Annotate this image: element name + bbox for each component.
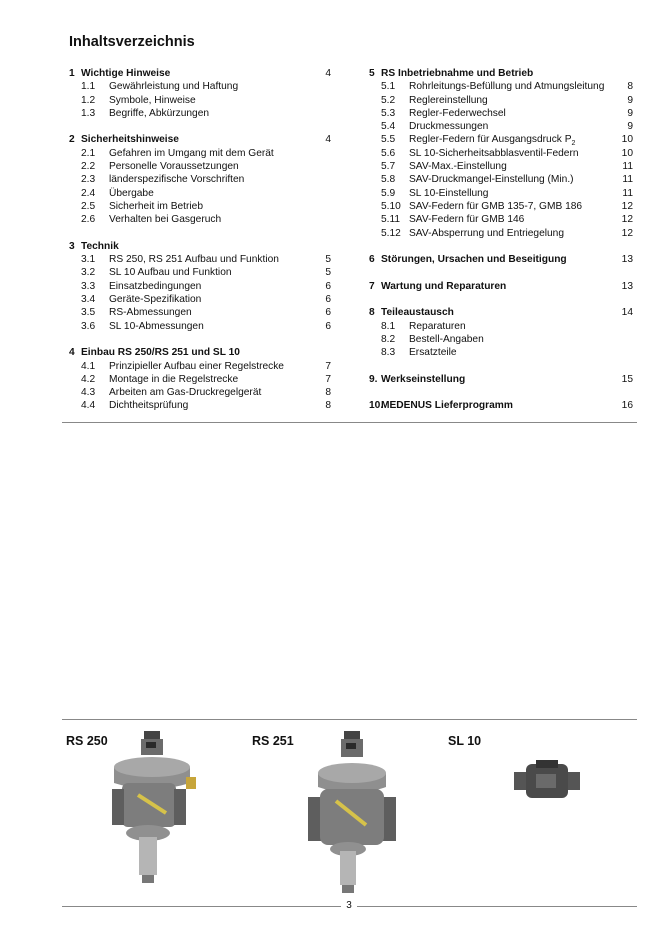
toc-entry-label: Störungen, Ursachen und Beseitigung xyxy=(381,254,567,266)
toc-entry-label: Geräte-Spezifikation xyxy=(109,294,202,306)
toc-entry-label: RS-Abmessungen xyxy=(109,307,192,319)
toc-section-entry[interactable] xyxy=(69,133,331,146)
product-label-rs250: RS 250 xyxy=(66,734,108,748)
toc-entry-number: 2 xyxy=(69,134,75,146)
toc-entry-number: 2.2 xyxy=(81,161,96,173)
toc-subsection-entry[interactable] xyxy=(369,94,633,107)
toc-entry-number: 1.2 xyxy=(81,94,96,106)
toc-entry-page: 8 xyxy=(325,387,331,399)
toc-entry-label: Gefahren im Umgang mit dem Gerät xyxy=(109,147,274,159)
toc-spacer xyxy=(69,120,331,133)
toc-spacer xyxy=(369,266,633,279)
toc-subsection-entry[interactable] xyxy=(69,266,331,279)
toc-entry-label: Übergabe xyxy=(109,187,154,199)
toc-entry-label: Montage in die Regelstrecke xyxy=(109,373,239,385)
toc-entry-page: 10 xyxy=(621,134,633,146)
toc-section-entry[interactable] xyxy=(69,346,331,359)
toc-entry-number: 2.3 xyxy=(81,174,96,186)
toc-section-entry[interactable] xyxy=(69,240,331,253)
toc-entry-page: 12 xyxy=(621,200,633,212)
toc-entry-label: Einbau RS 250/RS 251 und SL 10 xyxy=(81,347,240,359)
toc-entry-number: 5.6 xyxy=(381,147,396,159)
toc-entry-page: 6 xyxy=(325,280,331,292)
toc-entry-label: Sicherheit im Betrieb xyxy=(109,200,203,212)
toc-left-column xyxy=(69,67,331,413)
toc-subsection-entry[interactable] xyxy=(69,399,331,412)
sl10-valve-image xyxy=(512,758,582,806)
toc-entry-label: Regler-Federn für Ausgangsdruck P xyxy=(409,134,572,146)
toc-entry-label: Regler-Federwechsel xyxy=(409,107,506,119)
toc-entry-number: 3 xyxy=(69,240,75,252)
toc-entry-label: Dichtheitsprüfung xyxy=(109,400,189,412)
toc-entry-number: 4.2 xyxy=(81,373,96,385)
toc-entry-subscript: 2 xyxy=(571,140,576,148)
toc-entry-label: Ersatzteile xyxy=(409,347,457,359)
toc-subsection-entry[interactable] xyxy=(69,173,331,186)
toc-entry-page: 11 xyxy=(622,187,633,199)
toc-entry-page: 11 xyxy=(622,174,633,186)
toc-entry-label: RS Inbetriebnahme und Betrieb xyxy=(381,68,534,79)
toc-subsection-entry[interactable] xyxy=(369,173,633,186)
toc-entry-page: 5 xyxy=(325,254,331,266)
toc-subsection-entry[interactable] xyxy=(69,320,331,333)
toc-subsection-entry[interactable] xyxy=(69,293,331,306)
toc-entry-label: Symbole, Hinweise xyxy=(109,94,196,106)
toc-entry-page: 7 xyxy=(325,360,331,372)
toc-subsection-entry[interactable] xyxy=(369,80,633,93)
toc-entry-page: 8 xyxy=(627,81,633,93)
toc-subsection-entry[interactable] xyxy=(69,94,331,107)
toc-entry-number: 5.3 xyxy=(381,107,396,119)
product-label-sl10: SL 10 xyxy=(448,734,482,748)
toc-entry-number: 1.3 xyxy=(81,107,96,119)
toc-entry-number: 2.4 xyxy=(81,187,96,199)
toc-section-entry[interactable] xyxy=(369,399,633,412)
toc-entry-label: SAV-Absperrung und Entriegelung xyxy=(409,227,564,239)
toc-entry-number: 3.6 xyxy=(81,320,96,332)
toc-subsection-entry[interactable] xyxy=(369,160,633,173)
toc-bottom-rule xyxy=(62,422,637,423)
toc-entry-page: 5 xyxy=(325,267,331,279)
toc-entry-number: 5 xyxy=(369,68,375,79)
toc-entry-number: 5.10 xyxy=(381,200,401,212)
toc-subsection-entry[interactable] xyxy=(369,200,633,213)
toc-entry-label: Bestell-Angaben xyxy=(409,333,484,345)
toc-entry-label: SL 10 Aufbau und Funktion xyxy=(109,267,232,279)
toc-entry-label: Sicherheitshinweise xyxy=(81,134,179,146)
toc-entry-number: 6 xyxy=(369,254,375,266)
toc-entry-number: 2.5 xyxy=(81,200,96,212)
toc-entry-label: Druckmessungen xyxy=(409,121,489,133)
toc-entry-label: Begriffe, Abkürzungen xyxy=(109,107,210,119)
page-title: Inhaltsverzeichnis xyxy=(69,34,195,50)
toc-entry-page: 13 xyxy=(621,254,633,266)
toc-spacer xyxy=(369,293,633,306)
toc-entry-number: 5.4 xyxy=(381,121,396,133)
toc-entry-label: Prinzipieller Aufbau einer Regelstrecke xyxy=(109,360,284,372)
toc-subsection-entry[interactable] xyxy=(69,280,331,293)
toc-subsection-entry[interactable] xyxy=(369,333,633,346)
toc-entry-number: 2.6 xyxy=(81,214,96,226)
toc-entry-label: Arbeiten am Gas-Druckregelgerät xyxy=(109,387,262,399)
toc-entry-page: 12 xyxy=(621,214,633,226)
toc-entry-label: Werkseinstellung xyxy=(381,373,466,385)
toc-entry-label: SL 10-Abmessungen xyxy=(109,320,204,332)
toc-section-entry[interactable] xyxy=(369,67,633,80)
toc-entry-number: 8.1 xyxy=(381,320,396,332)
toc-subsection-entry[interactable] xyxy=(369,107,633,120)
toc-subsection-entry[interactable] xyxy=(369,320,633,333)
toc-entry-label: Technik xyxy=(81,240,119,252)
toc-subsection-entry[interactable] xyxy=(69,360,331,373)
toc-entry-label: Reparaturen xyxy=(409,320,466,332)
toc-entry-label: Reglereinstellung xyxy=(409,94,488,106)
page-number: 3 xyxy=(341,900,357,911)
toc-entry-number: 5.9 xyxy=(381,187,396,199)
toc-entry-number: 3.3 xyxy=(81,280,96,292)
toc-entry-page: 10 xyxy=(621,147,633,159)
toc-entry-number: 3.4 xyxy=(81,294,96,306)
rs251-regulator-image xyxy=(300,725,400,897)
toc-entry-label: SL 10-Sicherheitsabblasventil-Federn xyxy=(409,147,579,159)
toc-section-entry[interactable] xyxy=(369,280,633,293)
products-top-rule xyxy=(62,719,637,720)
toc-subsection-entry[interactable] xyxy=(369,120,633,133)
toc-entry-number: 3.5 xyxy=(81,307,96,319)
toc-entry-number: 4.3 xyxy=(81,387,96,399)
toc-entry-page: 8 xyxy=(325,400,331,412)
toc-entry-number: 8.3 xyxy=(381,347,396,359)
toc-entry-label: Wichtige Hinweise xyxy=(81,68,171,79)
toc-spacer xyxy=(369,240,633,253)
toc-entry-number: 10. xyxy=(369,400,384,412)
toc-entry-label: SAV-Max.-Einstellung xyxy=(409,161,507,173)
toc-subsection-entry[interactable] xyxy=(69,187,331,200)
toc-entry-number: 4.1 xyxy=(81,360,96,372)
toc-entry-number: 3.1 xyxy=(81,254,96,266)
toc-entry-number: 3.2 xyxy=(81,267,96,279)
toc-subsection-entry[interactable] xyxy=(369,227,633,240)
toc-entry-page: 4 xyxy=(325,68,331,79)
toc-entry-page: 6 xyxy=(325,320,331,332)
toc-subsection-entry[interactable] xyxy=(69,253,331,266)
toc-subsection-entry[interactable] xyxy=(369,133,633,146)
toc-entry-page: 15 xyxy=(621,373,633,385)
toc-entry-label: SAV-Federn für GMB 135-7, GMB 186 xyxy=(409,200,583,212)
toc-entry-number: 2.1 xyxy=(81,147,96,159)
product-label-rs251: RS 251 xyxy=(252,734,294,748)
toc-entry-label: Personelle Voraussetzungen xyxy=(109,161,239,173)
toc-entry-number: 5.5 xyxy=(381,134,396,146)
toc-subsection-entry[interactable] xyxy=(69,160,331,173)
toc-entry-label: Teileaustausch xyxy=(381,307,454,319)
toc-section-entry[interactable] xyxy=(69,67,331,80)
toc-entry-number: 4.4 xyxy=(81,400,96,412)
toc-subsection-entry[interactable] xyxy=(69,213,331,226)
toc-entry-number: 5.8 xyxy=(381,174,396,186)
toc-subsection-entry[interactable] xyxy=(369,346,633,359)
toc-entry-page: 9 xyxy=(627,107,633,119)
toc-subsection-entry[interactable] xyxy=(69,386,331,399)
toc-entry-label: Rohrleitungs-Befüllung und Atmungsleitung xyxy=(409,81,605,93)
toc-spacer xyxy=(69,227,331,240)
toc-right-column xyxy=(369,67,633,413)
toc-entry-page: 12 xyxy=(621,227,633,239)
toc-entry-page: 6 xyxy=(325,307,331,319)
toc-spacer xyxy=(69,333,331,346)
toc-subsection-entry[interactable] xyxy=(369,187,633,200)
toc-entry-label: Verhalten bei Gasgeruch xyxy=(109,214,222,226)
toc-subsection-entry[interactable] xyxy=(69,107,331,120)
toc-entry-label: Einsatzbedingungen xyxy=(109,280,202,292)
toc-entry-label: SAV-Druckmangel-Einstellung (Min.) xyxy=(409,174,574,186)
toc-entry-number: 1 xyxy=(69,68,75,79)
toc-entry-label: RS 250, RS 251 Aufbau und Funktion xyxy=(109,254,279,266)
toc-entry-number: 8 xyxy=(369,307,375,319)
toc-entry-page: 13 xyxy=(621,280,633,292)
toc-entry-page: 9 xyxy=(627,121,633,133)
toc-entry-number: 5.2 xyxy=(381,94,396,106)
toc-spacer xyxy=(369,386,633,399)
rs250-regulator-image xyxy=(108,725,208,890)
toc-entry-label: Gewährleistung und Haftung xyxy=(109,81,239,93)
toc-subsection-entry[interactable] xyxy=(69,200,331,213)
toc-subsection-entry[interactable] xyxy=(69,373,331,386)
toc-entry-number: 5.1 xyxy=(381,81,396,93)
toc-subsection-entry[interactable] xyxy=(369,147,633,160)
toc-entry-page: 11 xyxy=(622,161,633,173)
toc-entry-label: SL 10-Einstellung xyxy=(409,187,489,199)
toc-entry-label: Wartung und Reparaturen xyxy=(381,280,507,292)
toc-entry-page: 6 xyxy=(325,294,331,306)
toc-entry-label: MEDENUS Lieferprogramm xyxy=(381,400,513,412)
toc-entry-number: 5.11 xyxy=(381,214,401,226)
toc-section-entry[interactable] xyxy=(369,373,633,386)
toc-subsection-entry[interactable] xyxy=(69,147,331,160)
toc-entry-number: 7 xyxy=(369,280,375,292)
toc-entry-page: 9 xyxy=(627,94,633,106)
toc-section-entry[interactable] xyxy=(369,306,633,319)
toc-entry-number: 5.7 xyxy=(381,161,396,173)
toc-subsection-entry[interactable] xyxy=(69,80,331,93)
toc-entry-number: 9. xyxy=(369,373,378,385)
toc-entry-number: 1.1 xyxy=(81,81,96,93)
toc-spacer xyxy=(369,360,633,373)
toc-entry-page: 16 xyxy=(621,400,633,412)
toc-entry-number: 8.2 xyxy=(381,333,396,345)
toc-entry-page: 7 xyxy=(325,373,331,385)
toc-subsection-entry[interactable] xyxy=(69,306,331,319)
toc-entry-number: 4 xyxy=(69,347,75,359)
toc-entry-label: SAV-Federn für GMB 146 xyxy=(409,214,525,226)
toc-entry-label: länderspezifische Vorschriften xyxy=(109,174,245,186)
toc-entry-page: 4 xyxy=(325,134,331,146)
toc-entry-page: 14 xyxy=(621,307,633,319)
toc-subsection-entry[interactable] xyxy=(369,213,633,226)
toc-entry-number: 5.12 xyxy=(381,227,401,239)
toc-section-entry[interactable] xyxy=(369,253,633,266)
